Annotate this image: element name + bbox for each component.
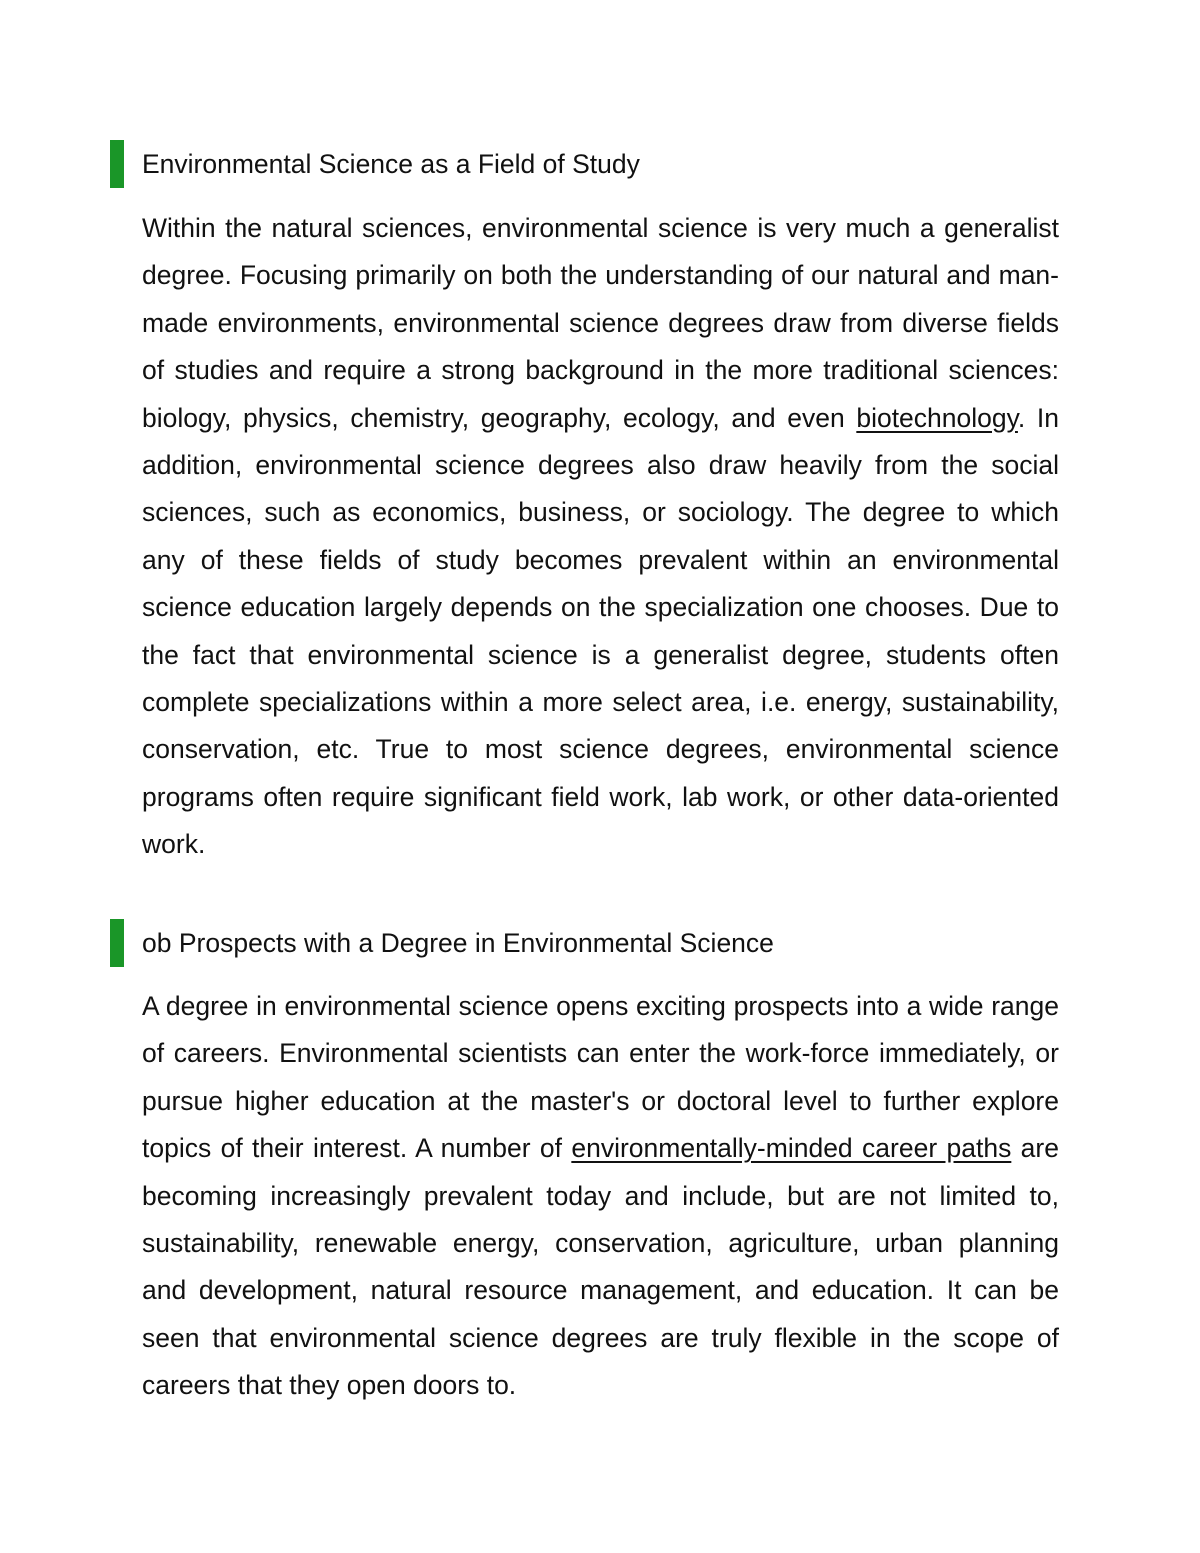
- paragraph-text: A degree in environmental science opens exciting prospects into a wide range of careers. Environmental scientists can enter the work-force immediately, or pursue higher education at the master's or doctoral level to further explore topics of their interest. A number of: [142, 991, 1059, 1164]
- career-paths-link[interactable]: environmentally-minded career paths: [571, 1133, 1012, 1164]
- paragraph-job-prospects: [142, 983, 1059, 1410]
- section-heading-field-of-study: [110, 140, 1070, 190]
- paragraph-text: are becoming increasingly prevalent today and include, but are not limited to, sustainability, renewable energy, conservation, agriculture, urban planning and development, natural resource management, and education. It can be seen that environmental science degrees are truly flexible in the scope of careers that they open doors to.: [142, 1133, 1059, 1401]
- biotechnology-link[interactable]: biotechnology: [856, 402, 1018, 433]
- paragraph-text: . In addition, environmental science degrees also draw heavily from the social sciences, such as economics, business, or sociology. The degree to which any of these fields of study becomes prevalent within an environmental science education largely depends on the specialization one chooses. Due to the fact that environmental science is a generalist degree, students often complete specializations within a more select area, i.e. energy, sustainability, conservation, etc. True to most science degrees, environmental science programs often require significant field work, lab work, or other data-oriented work.: [142, 402, 1059, 860]
- heading-accent-bar: [110, 919, 124, 967]
- paragraph-field-of-study: [142, 205, 1059, 869]
- section-heading-job-prospects: [110, 919, 1070, 969]
- paragraph-text: Within the natural sciences, environmental science is very much a generalist degree. Focusing primarily on both the understanding of our natural and man-made environments, environmental science degrees draw from diverse fields of studies and require a strong background in the more traditional sciences: biology, physics, chemistry, geography, ecology, and even: [142, 213, 1059, 433]
- section-title: Environmental Science as a Field of Study: [142, 149, 640, 179]
- heading-accent-bar: [110, 140, 124, 188]
- section-title: ob Prospects with a Degree in Environmental Science: [142, 928, 774, 958]
